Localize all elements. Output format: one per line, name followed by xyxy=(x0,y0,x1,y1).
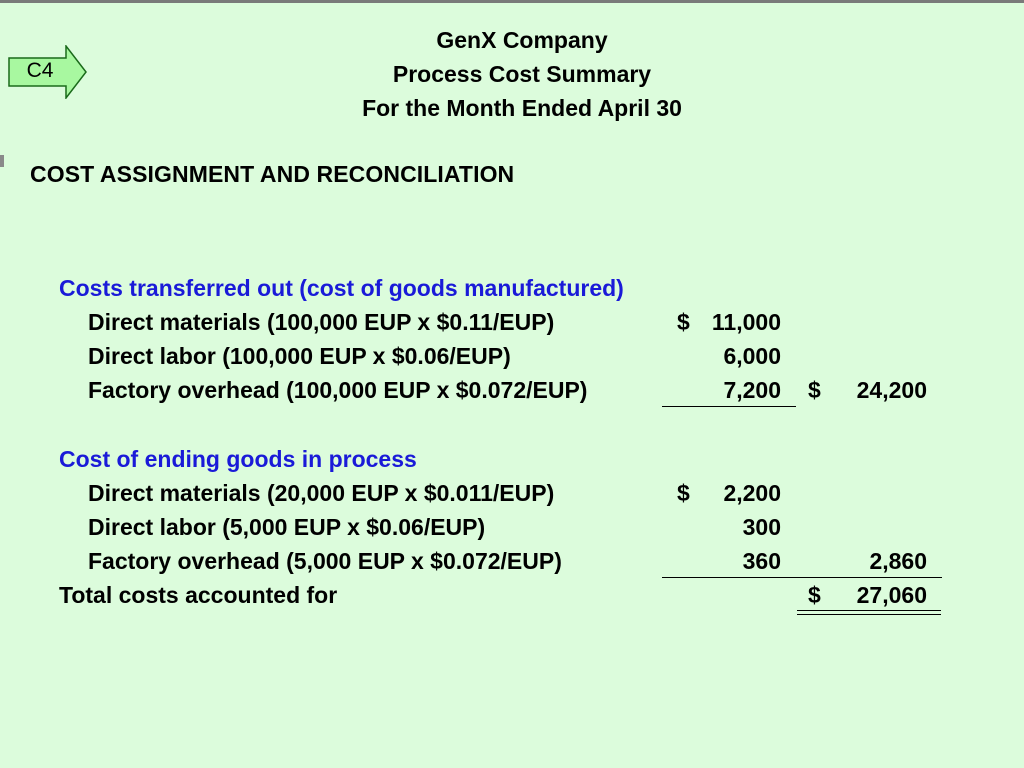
dollar-sign: $ xyxy=(677,480,690,506)
report-period: For the Month Ended April 30 xyxy=(362,95,682,121)
table-row xyxy=(0,480,1024,514)
grand-total-amount: 27,060 xyxy=(856,582,927,608)
badge-label: C4 xyxy=(26,59,54,82)
subtotal-amount: 24,200 xyxy=(856,377,927,403)
table-row xyxy=(0,343,1024,377)
row-amount: 7,200 xyxy=(723,377,781,403)
subtotal-underline xyxy=(662,577,942,578)
table-row xyxy=(0,514,1024,548)
company-name: GenX Company xyxy=(436,27,608,53)
row-label: Factory overhead (100,000 EUP x $0.072/EUP) xyxy=(88,377,588,403)
ending-wip-heading: Cost of ending goods in process xyxy=(59,446,417,472)
transferred-out-heading: Costs transferred out (cost of goods manufactured) xyxy=(59,275,624,301)
subtotal-amount: 2,860 xyxy=(869,548,927,574)
double-underline-top xyxy=(797,610,941,611)
dollar-sign: $ xyxy=(808,377,821,403)
dollar-sign: $ xyxy=(808,582,821,608)
table-row xyxy=(0,377,1024,411)
row-amount: 300 xyxy=(742,514,781,540)
dollar-sign: $ xyxy=(677,309,690,335)
row-label: Direct labor (100,000 EUP x $0.06/EUP) xyxy=(88,343,511,369)
row-label: Factory overhead (5,000 EUP x $0.072/EUP) xyxy=(88,548,562,574)
section-title: COST ASSIGNMENT AND RECONCILIATION xyxy=(30,161,515,187)
c4-arrow-badge[interactable] xyxy=(8,45,88,99)
row-label: Direct labor (5,000 EUP x $0.06/EUP) xyxy=(88,514,486,540)
ending-wip-heading-row xyxy=(0,446,1024,480)
row-label: Direct materials (20,000 EUP x $0.011/EUP) xyxy=(88,480,555,506)
row-label: Direct materials (100,000 EUP x $0.11/EUP) xyxy=(88,309,555,335)
row-amount: 11,000 xyxy=(711,309,781,335)
transferred-out-heading-row xyxy=(0,275,1024,309)
double-underline-bottom xyxy=(797,614,941,615)
grand-total-label: Total costs accounted for xyxy=(59,582,338,608)
table-row xyxy=(0,309,1024,343)
row-amount: 6,000 xyxy=(723,343,781,369)
side-marker xyxy=(0,155,4,167)
row-amount: 2,200 xyxy=(723,480,781,506)
subtotal-underline xyxy=(662,406,796,407)
row-amount: 360 xyxy=(742,548,781,574)
report-title: Process Cost Summary xyxy=(392,61,652,87)
